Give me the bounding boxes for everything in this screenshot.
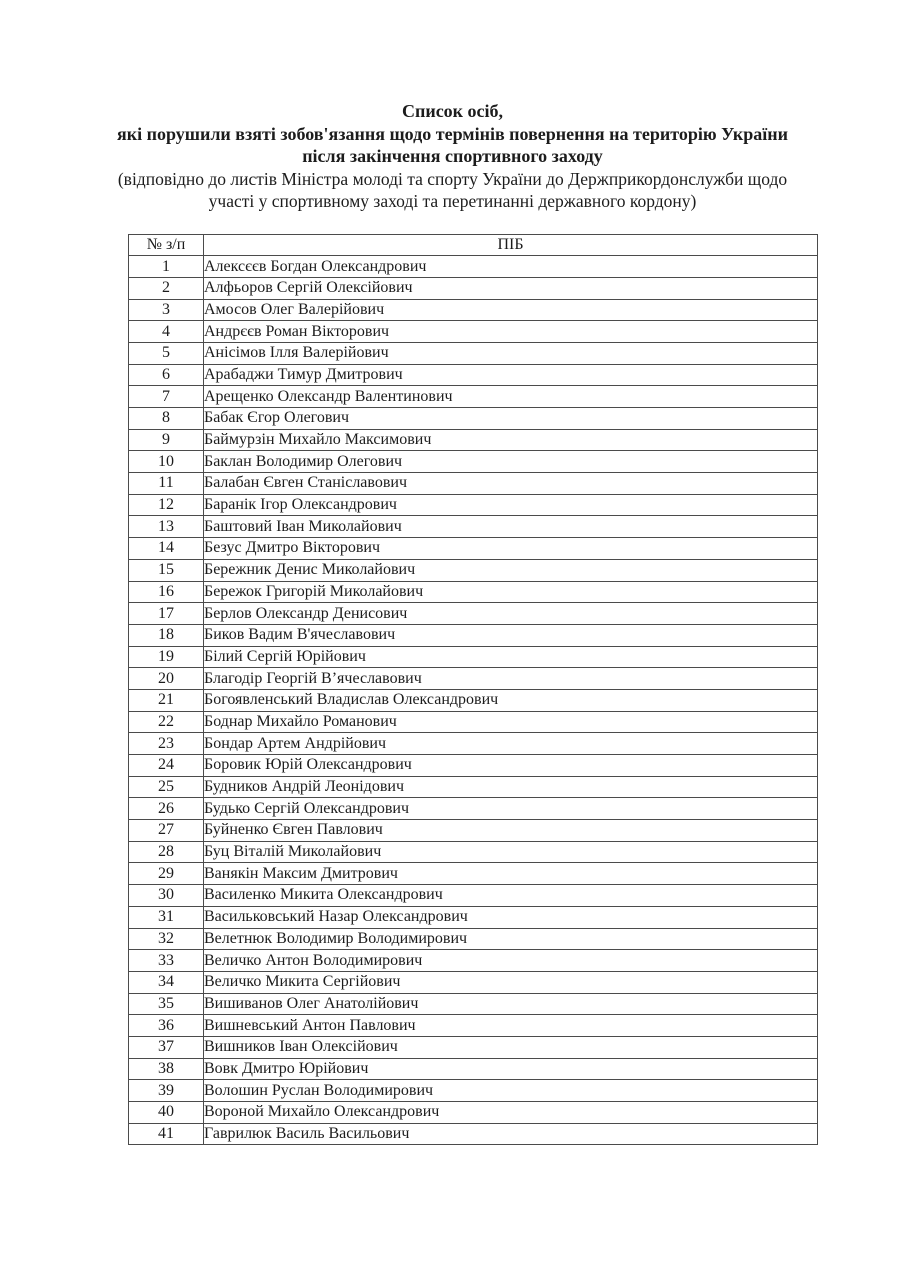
row-name-cell: Анісімов Ілля Валерійович [204,342,818,364]
row-name-cell: Баштовий Іван Миколайович [204,516,818,538]
row-number-cell: 31 [129,906,204,928]
row-number-cell: 12 [129,494,204,516]
table-row [129,689,818,711]
table-row [129,971,818,993]
row-number-cell: 24 [129,755,204,777]
table-row [129,277,818,299]
row-name-cell: Андрєєв Роман Вікторович [204,321,818,343]
row-number-cell: 9 [129,429,204,451]
row-name-cell: Величко Антон Володимирович [204,950,818,972]
row-number-cell: 5 [129,342,204,364]
table-row [129,321,818,343]
row-name-cell: Алфьоров Сергій Олексійович [204,277,818,299]
table-row [129,386,818,408]
row-number-cell: 3 [129,299,204,321]
row-name-cell: Арабаджи Тимур Дмитрович [204,364,818,386]
row-name-cell: Вишневський Антон Павлович [204,1015,818,1037]
table-row [129,473,818,495]
row-number-cell: 21 [129,689,204,711]
row-number-cell: 2 [129,277,204,299]
table-row [129,559,818,581]
row-number-cell: 41 [129,1123,204,1145]
row-number-cell: 39 [129,1080,204,1102]
row-number-cell: 23 [129,733,204,755]
table-row [129,646,818,668]
table-row [129,733,818,755]
row-number-cell: 34 [129,971,204,993]
row-number-cell: 20 [129,668,204,690]
document-header [0,0,905,213]
row-name-cell: Велетнюк Володимир Володимирович [204,928,818,950]
row-name-cell: Вороной Михайло Олександрович [204,1102,818,1124]
row-name-cell: Балабан Євген Станіславович [204,473,818,495]
table-row [129,538,818,560]
row-name-cell: Волошин Руслан Володимирович [204,1080,818,1102]
table-row [129,776,818,798]
subtitle-line-1: (відповідно до листів Міністра молоді та спорту України до Держприкордонслужби щодо [117,168,788,189]
row-number-cell: 40 [129,1102,204,1124]
row-number-cell: 36 [129,1015,204,1037]
persons-table-header [129,234,818,256]
table-row [129,928,818,950]
row-name-cell: Бабак Єгор Олегович [204,408,818,430]
row-name-cell: Будников Андрій Леонідович [204,776,818,798]
row-number-cell: 6 [129,364,204,386]
row-name-cell: Бережок Григорій Миколайович [204,581,818,603]
row-name-cell: Боднар Михайло Романович [204,711,818,733]
row-name-cell: Вишиванов Олег Анатолійович [204,993,818,1015]
table-row [129,668,818,690]
table-row [129,950,818,972]
row-name-cell: Вовк Дмитро Юрійович [204,1058,818,1080]
table-row [129,364,818,386]
row-number-cell: 33 [129,950,204,972]
row-name-cell: Будько Сергій Олександрович [204,798,818,820]
row-number-cell: 28 [129,841,204,863]
row-name-cell: Білий Сергій Юрійович [204,646,818,668]
row-number-cell: 37 [129,1036,204,1058]
row-number-cell: 8 [129,408,204,430]
row-number-cell: 13 [129,516,204,538]
row-name-cell: Бондар Артем Андрійович [204,733,818,755]
row-number-cell: 25 [129,776,204,798]
row-name-cell: Берлов Олександр Денисович [204,603,818,625]
header-number-cell: № з/п [129,234,204,256]
row-number-cell: 11 [129,473,204,495]
table-row [129,906,818,928]
table-row [129,1080,818,1102]
table-row [129,863,818,885]
subtitle-line-2: участі у спортивному заході та перетинанні державного кордону) [208,191,697,211]
table-row [129,256,818,278]
table-row [129,299,818,321]
table-row [129,798,818,820]
table-row [129,581,818,603]
table-row [129,429,818,451]
table-row [129,516,818,538]
row-name-cell: Баймурзін Михайло Максимович [204,429,818,451]
row-name-cell: Величко Микита Сергійович [204,971,818,993]
row-number-cell: 22 [129,711,204,733]
row-number-cell: 17 [129,603,204,625]
table-row [129,820,818,842]
row-number-cell: 32 [129,928,204,950]
row-name-cell: Васильковський Назар Олександрович [204,906,818,928]
header-name-cell: ПІБ [204,234,818,256]
row-name-cell: Безус Дмитро Вікторович [204,538,818,560]
row-number-cell: 15 [129,559,204,581]
row-name-cell: Богоявленський Владислав Олександрович [204,689,818,711]
table-row [129,1123,818,1145]
table-row [129,841,818,863]
row-number-cell: 10 [129,451,204,473]
row-name-cell: Вишников Іван Олексійович [204,1036,818,1058]
row-name-cell: Благодір Георгій В’ячеславович [204,668,818,690]
row-name-cell: Баранік Ігор Олександрович [204,494,818,516]
row-number-cell: 19 [129,646,204,668]
row-number-cell: 1 [129,256,204,278]
row-name-cell: Гаврилюк Василь Васильович [204,1123,818,1145]
table-row [129,1058,818,1080]
row-name-cell: Буц Віталій Миколайович [204,841,818,863]
row-name-cell: Василенко Микита Олександрович [204,885,818,907]
row-number-cell: 29 [129,863,204,885]
table-row [129,342,818,364]
row-name-cell: Бережник Денис Миколайович [204,559,818,581]
table-row [129,1036,818,1058]
row-number-cell: 26 [129,798,204,820]
title-line-3: після закінчення спортивного заходу [302,146,603,166]
persons-table [128,234,818,1146]
row-name-cell: Алексєєв Богдан Олександрович [204,256,818,278]
row-name-cell: Баклан Володимир Олегович [204,451,818,473]
header-row [129,234,818,256]
row-name-cell: Буйненко Євген Павлович [204,820,818,842]
table-row [129,603,818,625]
row-number-cell: 30 [129,885,204,907]
row-name-cell: Арещенко Олександр Валентинович [204,386,818,408]
table-row [129,408,818,430]
title-line-2: які порушили взяті зобов'язання щодо термінів повернення на територію України [117,123,788,144]
row-name-cell: Амосов Олег Валерійович [204,299,818,321]
row-number-cell: 38 [129,1058,204,1080]
table-row [129,993,818,1015]
table-row [129,1015,818,1037]
table-row [129,755,818,777]
row-number-cell: 7 [129,386,204,408]
table-row [129,1102,818,1124]
row-number-cell: 16 [129,581,204,603]
row-number-cell: 18 [129,624,204,646]
row-number-cell: 35 [129,993,204,1015]
row-number-cell: 14 [129,538,204,560]
row-name-cell: Ванякін Максим Дмитрович [204,863,818,885]
table-row [129,624,818,646]
row-number-cell: 4 [129,321,204,343]
row-name-cell: Боровик Юрій Олександрович [204,755,818,777]
table-row [129,494,818,516]
row-number-cell: 27 [129,820,204,842]
row-name-cell: Биков Вадим В'ячеславович [204,624,818,646]
table-row [129,711,818,733]
table-row [129,885,818,907]
title-line-1: Список осіб, [401,101,504,121]
persons-table-body [129,256,818,1145]
table-row [129,451,818,473]
